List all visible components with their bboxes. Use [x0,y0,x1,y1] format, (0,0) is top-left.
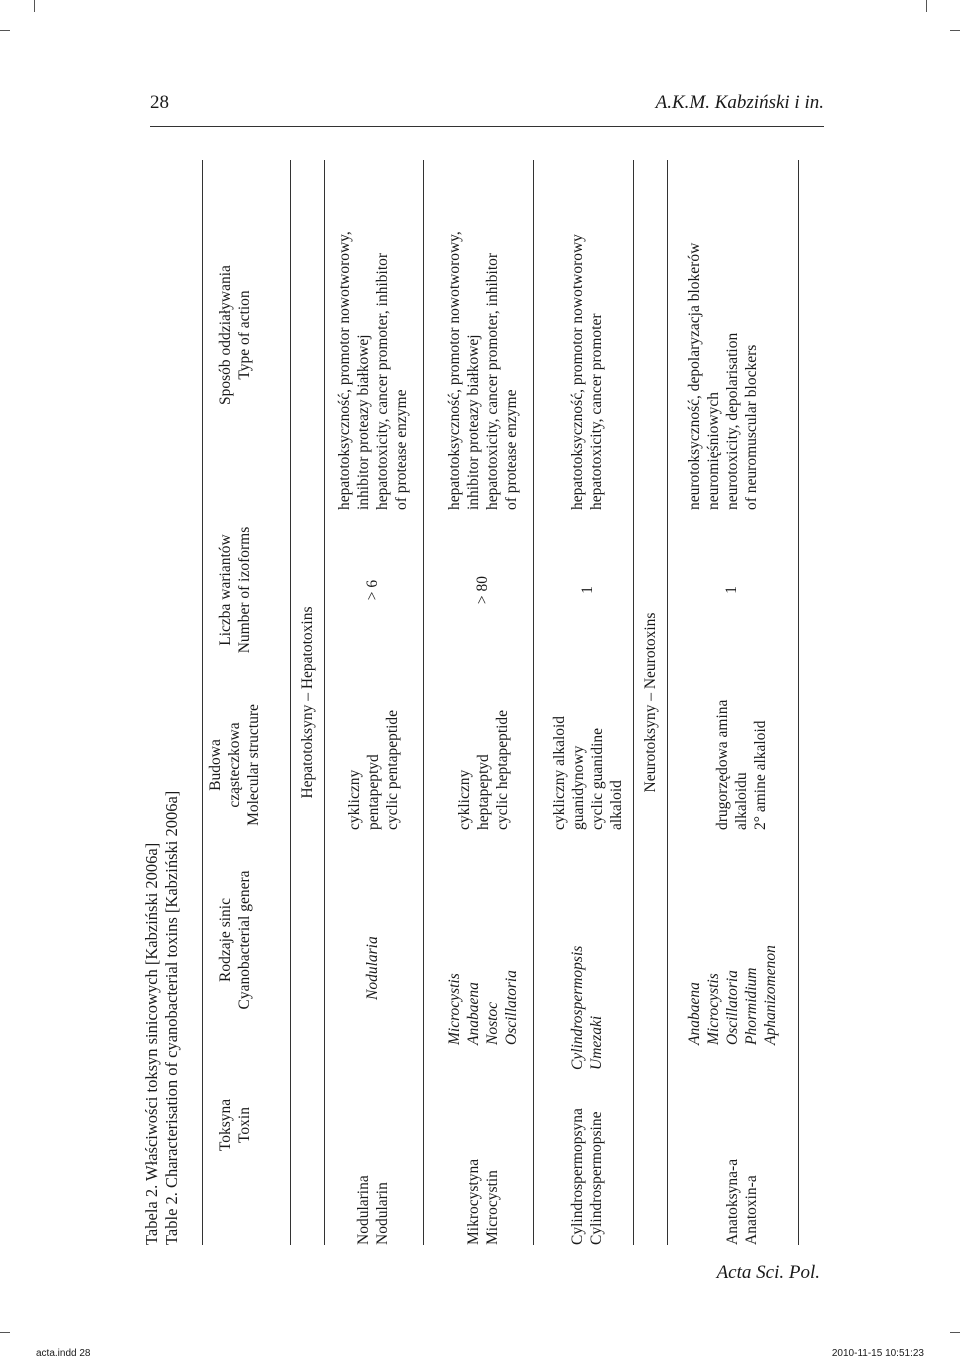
caption-en: Table 2. Characterisation of cyanobacterial toxins [Kabziński 2006a] [162,790,181,1245]
running-head: A.K.M. Kabziński i in. [655,92,824,113]
cell-isoforms: 1 [579,586,596,594]
table-rule-row2 [533,160,534,1245]
cell-isoforms: 1 [723,586,740,594]
table-rule-header [290,160,291,1245]
cell-toxin: Anatoksyna-a Anatoxin-a [724,1158,760,1245]
section-neurotoxins: Neurotoksyny – Neurotoxins [642,612,659,793]
table-rule-neuro [667,160,668,1245]
cell-genera: Cylindrospermopsis Umezaki [569,945,605,1070]
crop-mark [34,0,35,12]
cell-action: hepatotoksyczność, promotor nowotworowy, inhibitor proteazy białkowej hepatotoxicity, cancer promoter, inhibitor of protease enzyme [446,231,520,510]
header-structure: Budowa cząsteczkowa Molecular structure [207,704,262,826]
table-rule-top [202,160,203,1245]
print-slug-file: acta.indd 28 [36,1348,91,1359]
header-isoforms: Liczba wariantów Number of izoforms [217,526,253,654]
crop-mark [0,30,10,31]
section-hepatotoxins: Hepatotoksyny – Hepatotoxins [299,606,316,799]
cell-action: hepatotoksyczność, promotor nowotworowy hepatotoxicity, cancer promoter [569,234,605,510]
page-number: 28 [150,92,169,113]
cell-toxin: Cylindrospermopsyna Cylindrospermopsine [569,1108,605,1245]
cell-toxin: Nodularina Nodularin [355,1175,391,1245]
cell-isoforms: > 6 [364,579,381,601]
crop-mark [0,1332,10,1333]
print-slug-timestamp: 2010-11-15 10:51:23 [831,1348,924,1359]
cell-genera: Anabaena Microcystis Oscillatoria Phormidium Aphanizomenon [686,945,779,1045]
header-action: Sposób oddziaływania Type of action [217,265,253,405]
rotated-table [140,145,820,1245]
cell-genera: Nodularia [364,936,381,1000]
cell-toxin: Mikrocystyna Microcystin [465,1158,501,1245]
table-row [445,160,530,1245]
cell-structure: cykliczny pentapeptyd cyclic pentapeptide [346,709,401,830]
table-rule-bottom [798,160,799,1245]
header-genera: Rodzaje sinic Cyanobacterial genera [217,870,253,1010]
cell-action: hepatotoksyczność, promotor nowotworowy, inhibitor proteazy białkowej hepatotoxicity, cancer promoter, inhibitor of protease enzyme [336,231,410,510]
cell-structure: cykliczny heptapeptyd cyclic heptapeptide [456,709,511,830]
cell-action: neurotoksyczność, depolaryzacja blokerów neuromięśniowych neurotoxicity, depolarisation of neuromuscular blockers [686,242,760,510]
table-rule-hepato [324,160,325,1245]
table-rule-row1 [423,160,424,1245]
cell-genera: Microcystis Anabaena Nostoc Oscillatoria [446,970,520,1045]
table-row [685,160,785,1245]
cell-structure: cykliczny alkaloid guanidynowy cyclic guanidine alkaloid [551,715,625,830]
cell-structure: drugorzędowa amina alkaloidu 2° amine alkaloid [714,699,769,830]
crop-mark [950,30,960,31]
journal-footer: Acta Sci. Pol. [716,1262,820,1283]
header-rule [150,126,824,127]
header-toxin: Toksyna Toxin [217,1098,253,1152]
table-row [335,160,420,1245]
caption-pl: Tabela 2. Właściwości toksyn sinicowych [Kabziński 2006a] [142,842,161,1245]
table-row [550,160,630,1245]
cell-isoforms: > 80 [474,575,491,605]
crop-mark [926,0,927,12]
crop-mark [950,1332,960,1333]
table-rule-row3 [633,160,634,1245]
